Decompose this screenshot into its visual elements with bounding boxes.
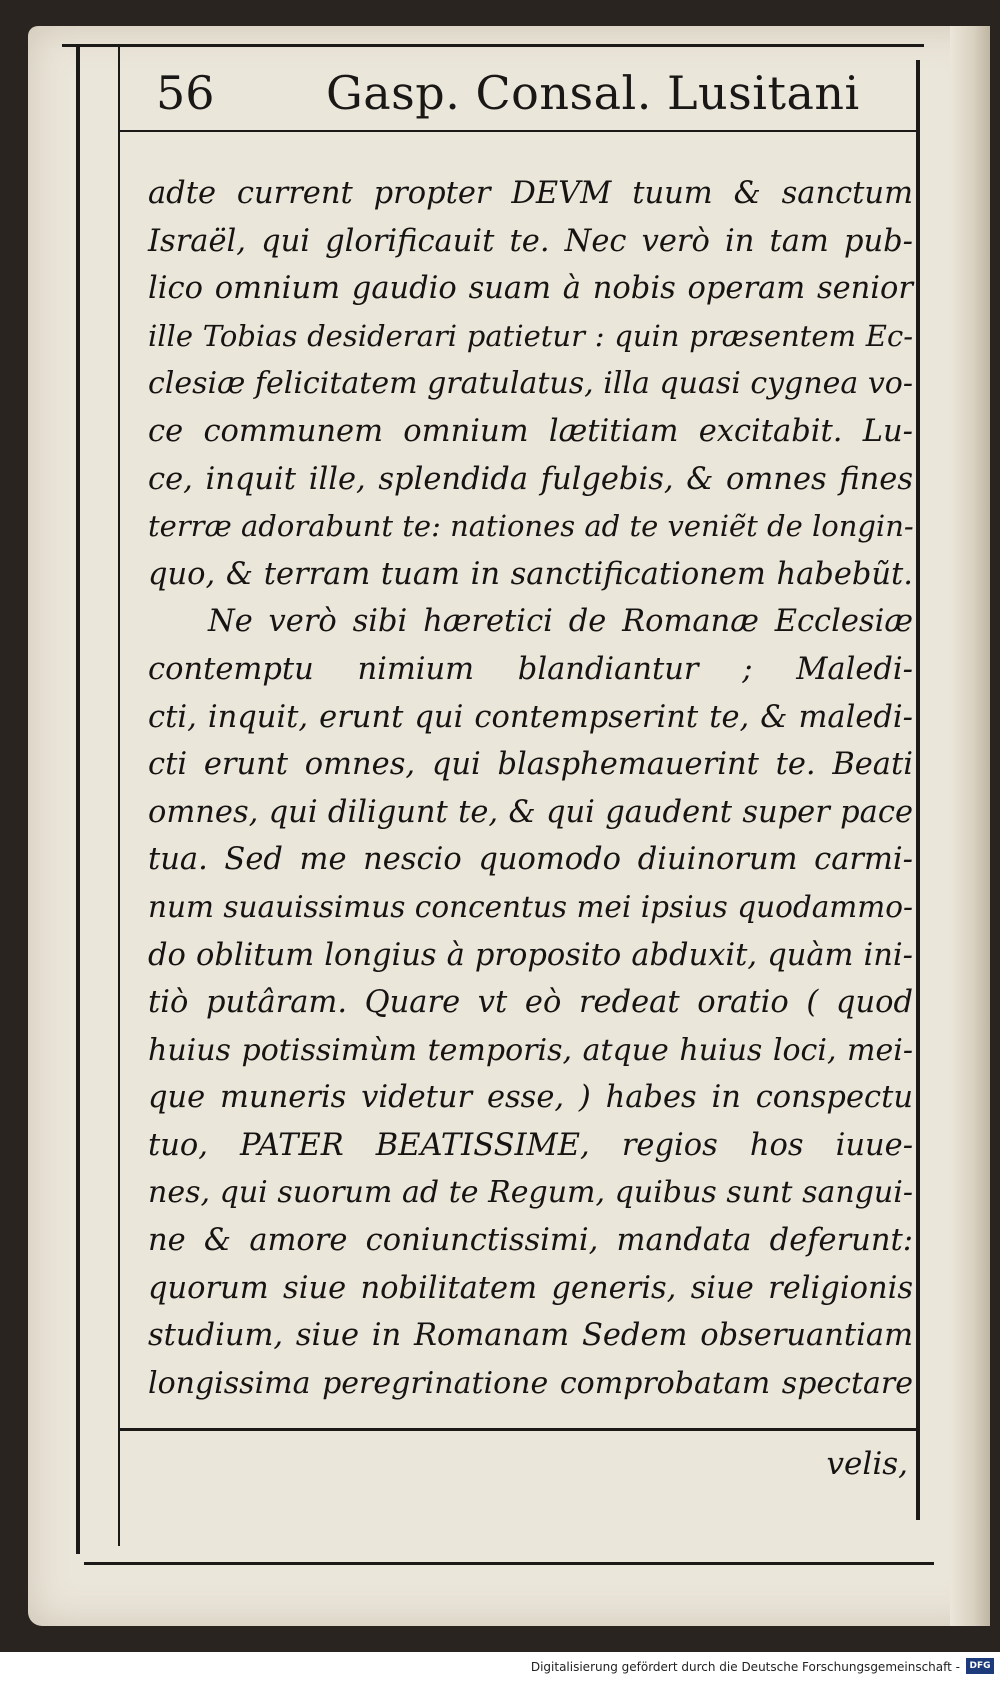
text-line: terræ adorabunt te: nationes ad te veniẽt de longin- — [148, 509, 914, 544]
text-line: quorum siue nobilitatem generis, siue religionis — [148, 1270, 913, 1306]
text-line: Israël, qui glorificauit te. Nec verò in tam pub- — [148, 223, 913, 259]
frame-rule-top — [62, 44, 924, 47]
text-line: num suauissimus concentus mei ipsius quodammo- — [148, 889, 913, 924]
text-line: cti erunt omnes, qui blasphemauerint te. Beati — [148, 747, 913, 783]
text-line: adte current propter DEVM tuum & sanctum — [148, 176, 913, 211]
digitization-footer — [0, 1652, 1000, 1682]
frame-rule-left-inner — [118, 46, 120, 1546]
text-line: ille Tobias desiderari patietur : quin præsentem Ec- — [148, 318, 913, 353]
text-line: studium, siue in Romanam Sedem obseruantiam — [148, 1318, 913, 1354]
frame-rule-foot — [120, 1428, 918, 1431]
frame-rule-left-outer — [76, 44, 80, 1554]
catchword: velis, — [826, 1446, 908, 1482]
text-line: contemptu nimium blandiantur ; Maledi- — [148, 651, 913, 687]
frame-rule-bottom — [84, 1562, 934, 1565]
text-line: omnes, qui diligunt te, & qui gaudent super pace — [148, 794, 913, 830]
page-header — [156, 58, 876, 128]
text-line: do oblitum longius à proposito abduxit, quàm ini- — [148, 937, 913, 973]
text-line: longissima peregrinatione comprobatam spectare — [148, 1365, 913, 1401]
text-line: ce, inquit ille, splendida fulgebis, & omnes fines — [148, 461, 913, 497]
body-text — [148, 170, 913, 1407]
text-line: ne & amore coniunctissimi, mandata deferunt: — [148, 1223, 913, 1259]
text-line: huius potissimùm temporis, atque huius loci, mei- — [148, 1032, 913, 1068]
running-head: Gasp. Consal. Lusitani — [326, 66, 860, 120]
text-line: Ne verò sibi hæretici de Romanæ Ecclesiæ — [208, 604, 913, 640]
dfg-logo: DFG — [966, 1658, 994, 1674]
text-line: que muneris videtur esse, ) habes in conspectu — [148, 1080, 913, 1116]
page-number: 56 — [156, 66, 215, 120]
text-line: cti, inquit, erunt qui contempserint te, & maledi- — [148, 699, 913, 735]
header-rule — [120, 130, 920, 132]
text-line: quo, & terram tuam in sanctificationem habebũt. — [148, 556, 913, 592]
text-line: nes, qui suorum ad te Regum, quibus sunt sangui- — [148, 1175, 913, 1211]
text-line: ce communem omnium lætitiam excitabit. Lu- — [148, 413, 913, 449]
text-line: clesiæ felicitatem gratulatus, illa quasi cygnea vo- — [148, 366, 913, 402]
page-gutter — [950, 26, 990, 1626]
funding-credit: Digitalisierung gefördert durch die Deutsche Forschungsgemeinschaft - — [530, 1660, 960, 1674]
frame-rule-right — [916, 60, 920, 1520]
text-line: tuo, PATER BEATISSIME, regios hos iuue- — [148, 1127, 913, 1163]
text-line: tua. Sed me nescio quomodo diuinorum carmi- — [148, 842, 913, 878]
text-line: tiò putâram. Quare vt eò redeat oratio ( quod — [148, 985, 913, 1021]
text-line: lico omnium gaudio suam à nobis operam senior — [148, 271, 913, 307]
